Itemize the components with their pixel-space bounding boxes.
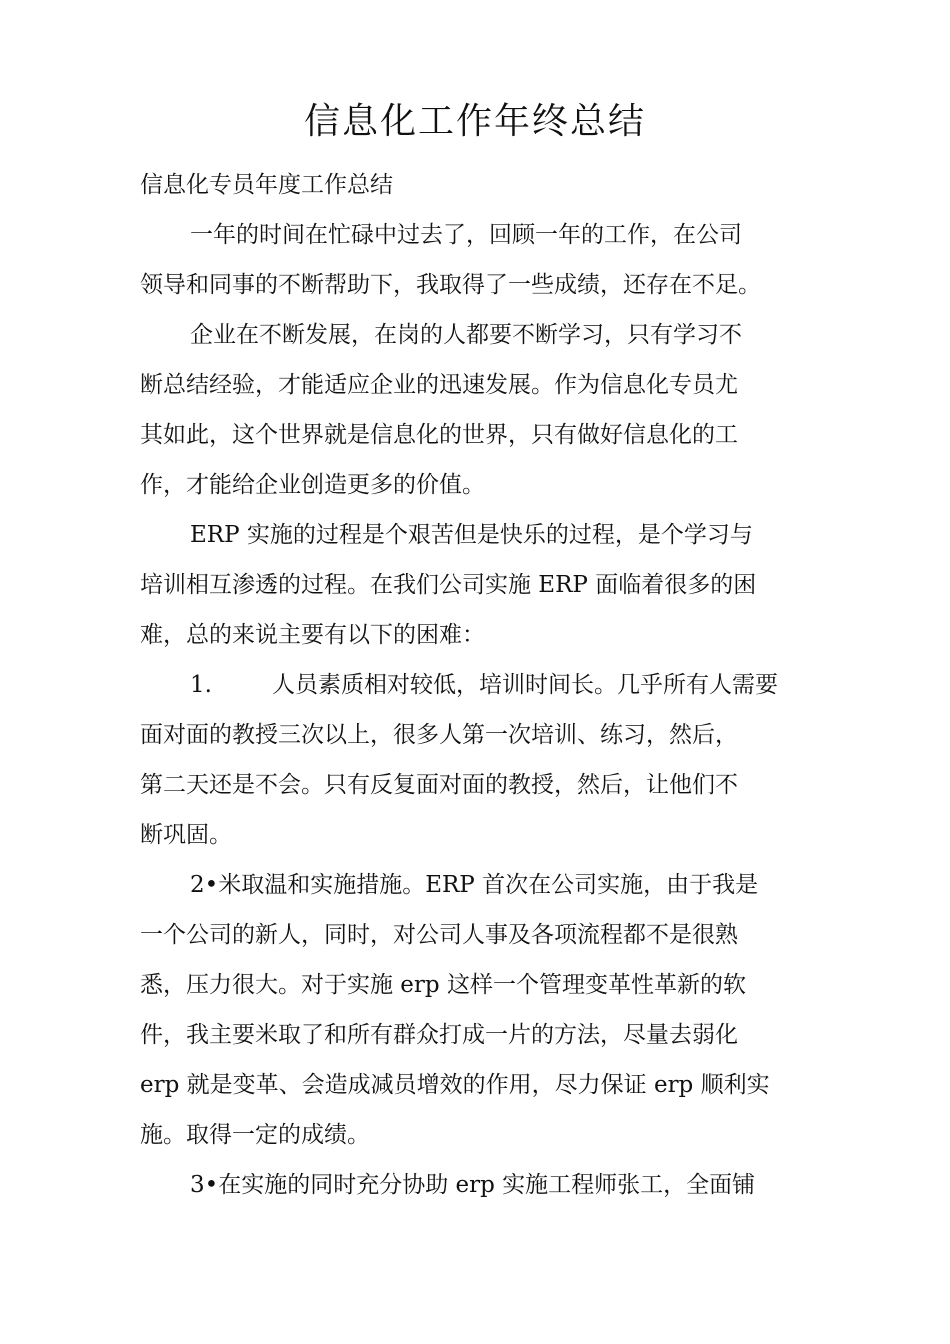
list-item-1-line [140, 660, 820, 710]
paragraph-line: 面对面的教授三次以上，很多人第一次培训、练习，然后， [140, 722, 738, 748]
paragraph-line: 2•米取温和实施措施。ERP 首次在公司实施，由于我是 [190, 872, 759, 898]
document-title: 信息化工作年终总结 [303, 101, 646, 142]
paragraph-line: 施。取得一定的成绩。 [140, 1122, 370, 1148]
paragraph-line: 作，才能给企业创造更多的价值。 [140, 472, 485, 498]
paragraph-line: 领导和同事的不断帮助下，我取得了一些成绩，还存在不足。 [140, 272, 761, 298]
section-heading: 信息化专员年度工作总结 [140, 172, 393, 198]
paragraph-line: 一个公司的新人，同时，对公司人事及各项流程都不是很熟 [140, 922, 738, 948]
paragraph-line: 其如此，这个世界就是信息化的世界，只有做好信息化的工 [140, 422, 738, 448]
paragraph-line: 培训相互渗透的过程。在我们公司实施 ERP 面临着很多的困 [140, 572, 757, 598]
list-number: 1. [190, 672, 212, 698]
paragraph-line: 难，总的来说主要有以下的困难： [140, 622, 485, 648]
list-item-text: 人员素质相对较低，培训时间长。几乎所有人需要 [271, 672, 778, 698]
paragraph-line: erp 就是变革、会造成减员增效的作用，尽力保证 erp 顺利实 [140, 1072, 770, 1098]
paragraph-line: 第二天还是不会。只有反复面对面的教授，然后，让他们不 [140, 772, 738, 798]
paragraph-line: 一年的时间在忙碌中过去了，回顾一年的工作，在公司 [190, 222, 742, 248]
paragraph-line: 企业在不断发展，在岗的人都要不断学习，只有学习不 [190, 322, 742, 348]
paragraph-line: 件，我主要米取了和所有群众打成一片的方法，尽量去弱化 [140, 1022, 738, 1048]
paragraph-line: ERP 实施的过程是个艰苦但是快乐的过程，是个学习与 [190, 522, 753, 548]
paragraph-line: 3•在实施的同时充分协助 erp 实施工程师张工，全面铺 [190, 1172, 756, 1198]
paragraph-line: 断总结经验，才能适应企业的迅速发展。作为信息化专员尤 [140, 372, 738, 398]
paragraph-line: 悉，压力很大。对于实施 erp 这样一个管理变革性革新的软 [140, 972, 746, 998]
document-body [140, 160, 820, 1210]
paragraph-line: 断巩固。 [140, 822, 232, 848]
